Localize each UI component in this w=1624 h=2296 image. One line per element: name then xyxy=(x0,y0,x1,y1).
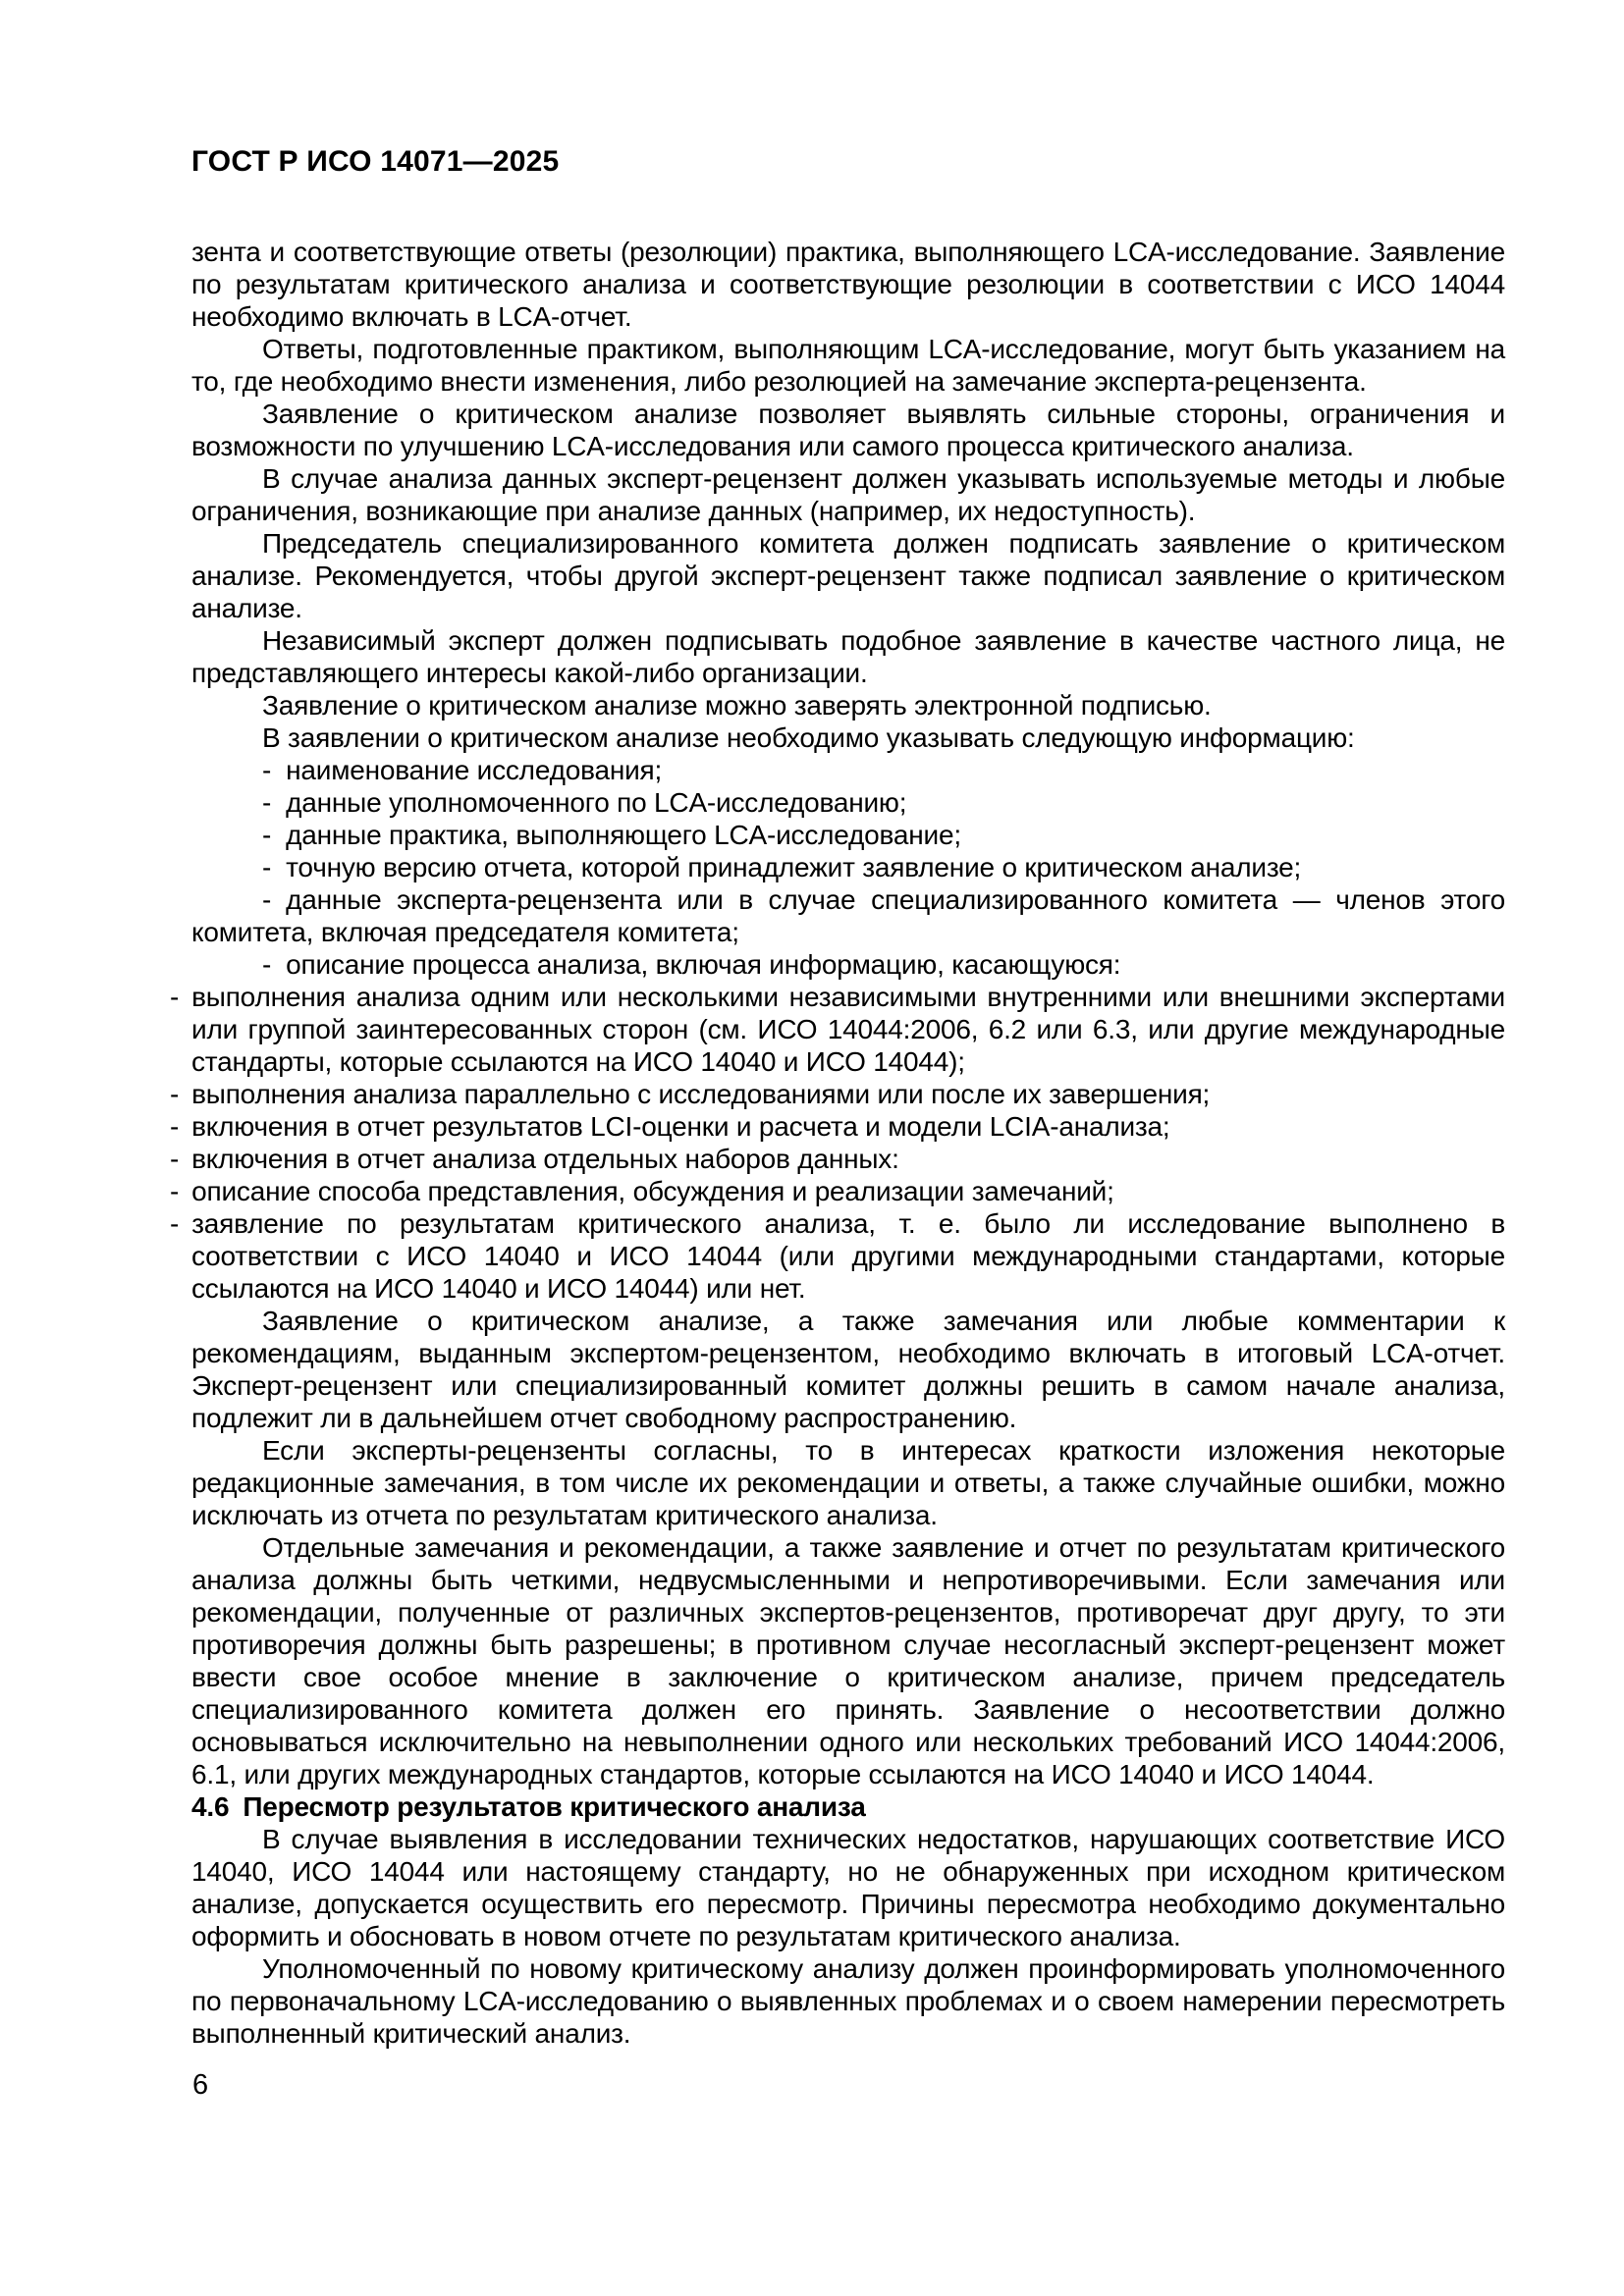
list-item: - данные эксперта-рецензента или в случае специализированного комитета — членов этого комитета, включая председателя комитета; xyxy=(191,883,1505,948)
paragraph: Если эксперты-рецензенты согласны, то в интересах краткости изложения некоторые редакционные замечания, в том числе их рекомендации и ответы, а также случайные ошибки, можно исключать из отчета по результатам критического анализа. xyxy=(191,1435,1505,1530)
list-item: - данные уполномоченного по LCA-исследованию; xyxy=(191,786,1505,819)
section-heading xyxy=(191,1790,1505,1823)
list-item: - наименование исследования; xyxy=(191,754,1505,786)
paragraph: Заявление о критическом анализе, а также замечания или любые комментарии к рекомендациям, выданным экспертом-рецензентом, необходимо включать в итоговый LCA-отчет. Эксперт-рецензент или специализированный комитет должны решить в самом начале анализа, подлежит ли в дальнейшем отчет свободному распространению. xyxy=(191,1306,1505,1433)
paragraph: Заявление о критическом анализе позволяет выявлять сильные стороны, ограничения и возможности по улучшению LCA-исследования или самого процесса критического анализа. xyxy=(191,399,1505,461)
standard-code-header: ГОСТ Р ИСО 14071—2025 xyxy=(191,145,560,178)
paragraph: Председатель специализированного комитета должен подписать заявление о критическом анализе. Рекомендуется, чтобы другой эксперт-рецензент также подписал заявление о критическом анализе. xyxy=(191,528,1505,623)
list-item-nested: - описание способа представления, обсуждения и реализации замечаний; xyxy=(191,1175,1505,1207)
paragraph: В случае выявления в исследовании технических недостатков, нарушающих соответствие ИСО 14040, ИСО 14044 или настоящему стандарту, но не обнаруженных при исходном критическом анализе, допускается осуществить его пересмотр. Причины пересмотра необходимо документально оформить и обосновать в новом отчете по результатам критического анализа. xyxy=(191,1824,1505,1951)
paragraph: В случае анализа данных эксперт-рецензент должен указывать используемые методы и любые ограничения, возникающие при анализе данных (например, их недоступность). xyxy=(191,463,1505,526)
paragraph: Ответы, подготовленные практиком, выполняющим LCA-исследование, могут быть указанием на то, где необходимо внести изменения, либо резолюцией на замечание эксперта-рецензента. xyxy=(191,334,1505,397)
paragraph: зента и соответствующие ответы (резолюции) практика, выполняющего LCA-исследование. Заявление по результатам критического анализа и соответствующие резолюции в соответствии с ИСО 14044 необходимо включать в LCA-отчет. xyxy=(191,237,1505,332)
list-item: - описание процесса анализа, включая информацию, касающуюся: xyxy=(191,948,1505,981)
list-item: - точную версию отчета, которой принадлежит заявление о критическом анализе; xyxy=(191,851,1505,883)
page-number: 6 xyxy=(192,2069,209,2101)
list-item-nested: - заявление по результатам критического анализа, т. е. было ли исследование выполнено в соответствии с ИСО 14040 и ИСО 14044 (или другими международными стандартами, которые ссылаются на ИСО 14040 и ИСО 14044) или нет. xyxy=(191,1207,1505,1305)
paragraph: Заявление о критическом анализе можно заверять электронной подписью. xyxy=(262,690,1212,721)
paragraph: Уполномоченный по новому критическому анализу должен проинформировать уполномоченного по первоначальному LCA-исследованию о выявленных проблемах и о своем намерении пересмотреть выполненный критический анализ. xyxy=(191,1953,1505,2049)
section-number: 4.6 xyxy=(191,1791,230,1822)
paragraph: Независимый эксперт должен подписывать подобное заявление в качестве частного лица, не представляющего интересы какой-либо организации. xyxy=(191,625,1505,688)
list-item: - данные практика, выполняющего LCA-исследование; xyxy=(191,819,1505,851)
paragraph: Отдельные замечания и рекомендации, а также заявление и отчет по результатам критического анализа должны быть четкими, недвусмысленными и непротиворечивыми. Если замечания или рекомендации, полученные от различных экспертов-рецензентов, противоречат друг другу, то эти противоречия должны быть разрешены; в противном случае несогласный эксперт-рецензент может ввести свое особое мнение в заключение о критическом анализе, причем председатель специализированного комитета должен его принять. Заявление о несоответствии должно основываться исключительно на невыполнении одного или нескольких требований ИСО 14044:2006, 6.1, или других международных стандартов, которые ссылаются на ИСО 14040 и ИСО 14044. xyxy=(191,1532,1505,1789)
paragraph: В заявлении о критическом анализе необходимо указывать следующую информацию: xyxy=(262,722,1355,753)
list-item-nested: - выполнения анализа параллельно с исследованиями или после их завершения; xyxy=(191,1078,1505,1110)
list-item-nested: - включения в отчет результатов LCI-оценки и расчета и модели LCIA-анализа; xyxy=(191,1110,1505,1143)
list-item-nested: - включения в отчет анализа отдельных наборов данных: xyxy=(191,1143,1505,1175)
section-title: Пересмотр результатов критического анализа xyxy=(243,1791,866,1822)
list-item-nested: - выполнения анализа одним или несколькими независимыми внутренними или внешними экспертами или группой заинтересованных сторон (см. ИСО 14044:2006, 6.2 или 6.3, или другие международные стандарты, которые ссылаются на ИСО 14040 и ИСО 14044); xyxy=(191,981,1505,1078)
document-body xyxy=(191,236,1505,2050)
